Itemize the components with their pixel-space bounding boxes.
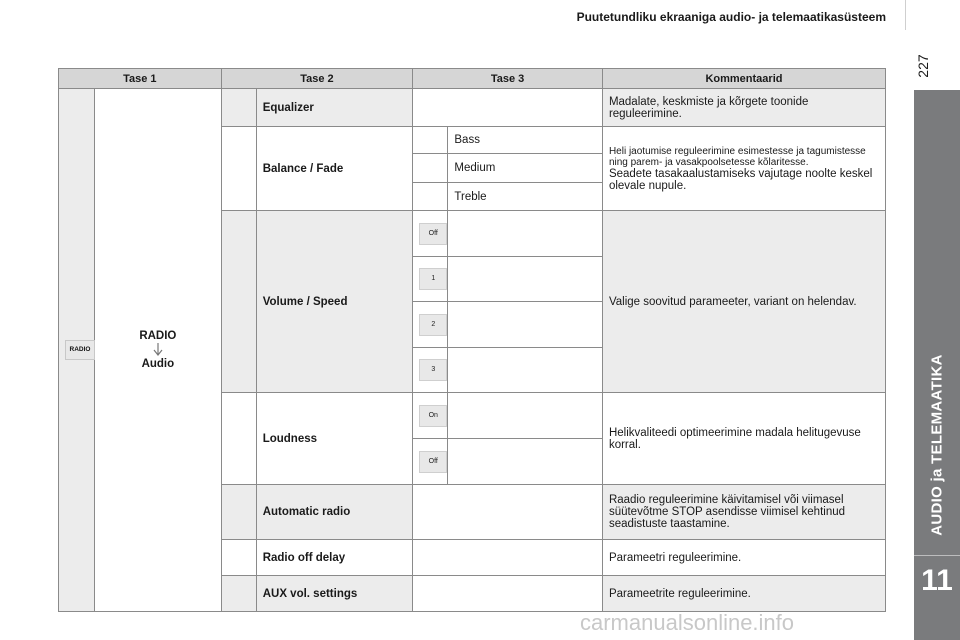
option-medium: Medium bbox=[448, 154, 603, 183]
automatic-radio-comment: Raadio reguleerimine käivitamisel või viimasel süütevõtme STOP asendisse viimisel kehtinud seadistuste taastamine. bbox=[602, 485, 885, 540]
option-3-icon: 3 bbox=[419, 359, 447, 381]
chapter-title: AUDIO ja TELEMAATIKA bbox=[928, 354, 946, 536]
running-head: Puutetundliku ekraaniga audio- ja telemaatikasüsteem bbox=[576, 10, 886, 24]
chapter-tab-divider bbox=[914, 555, 960, 556]
option-icon-cell bbox=[413, 127, 448, 154]
aux-settings-label: AUX vol. settings bbox=[256, 576, 413, 612]
icon-cell bbox=[221, 540, 256, 576]
icon-cell bbox=[221, 127, 256, 211]
option-icon-cell bbox=[413, 257, 448, 302]
option-off-icon: Off bbox=[419, 223, 447, 245]
option-1-icon: 1 bbox=[419, 268, 447, 290]
icon-cell bbox=[221, 211, 256, 393]
radio-audio-path bbox=[101, 330, 214, 370]
aux-settings-comment: Parameetrite reguleerimine. bbox=[602, 576, 885, 612]
balance-comment-small: Heli jaotumise reguleerimine esimestesse ja tagumistesse ning parem- ja vasakpoolsetesse kõlaritesse. bbox=[608, 145, 866, 168]
path-radio-label: RADIO bbox=[139, 330, 177, 342]
table-header-row bbox=[59, 69, 886, 89]
path-audio-label: Audio bbox=[141, 358, 175, 370]
balance-label: Balance / Fade bbox=[256, 127, 413, 211]
option-icon-cell bbox=[413, 154, 448, 183]
level2-cell bbox=[95, 89, 221, 612]
equalizer-options bbox=[413, 89, 603, 127]
radio-icon: RADIO bbox=[65, 340, 95, 360]
option-icon-cell bbox=[413, 348, 448, 393]
option-2-icon: 2 bbox=[419, 314, 447, 336]
volume-label: Volume / Speed bbox=[256, 211, 413, 393]
header-level-1: Tase 1 bbox=[59, 69, 222, 89]
option-icon-cell bbox=[413, 211, 448, 257]
volume-comment: Valige soovitud parameeter, variant on helendav. bbox=[602, 211, 885, 393]
header-divider bbox=[905, 0, 906, 30]
option-icon-cell bbox=[413, 393, 448, 439]
settings-table bbox=[58, 68, 886, 612]
automatic-radio-options bbox=[413, 485, 603, 540]
icon-cell bbox=[221, 393, 256, 485]
icon-cell bbox=[221, 576, 256, 612]
arrow-down-icon bbox=[152, 343, 164, 357]
balance-comment bbox=[602, 127, 885, 211]
loudness-label: Loudness bbox=[256, 393, 413, 485]
option-icon-cell bbox=[413, 439, 448, 485]
radio-off-delay-label: Radio off delay bbox=[256, 540, 413, 576]
option-icon-cell bbox=[413, 183, 448, 211]
page-number: 227 bbox=[915, 54, 931, 78]
option-bass: Bass bbox=[448, 127, 603, 154]
option-value bbox=[448, 302, 603, 348]
chapter-number: 11 bbox=[921, 564, 953, 597]
loudness-comment: Helikvaliteedi optimeerimine madala helitugevuse korral. bbox=[602, 393, 885, 485]
equalizer-label: Equalizer bbox=[256, 89, 413, 127]
aux-settings-options bbox=[413, 576, 603, 612]
balance-comment-main: Seadete tasakaalustamiseks vajutage noolte keskel olevale nupule. bbox=[608, 167, 873, 192]
header-comments: Kommentaarid bbox=[602, 69, 885, 89]
option-icon-cell bbox=[413, 302, 448, 348]
watermark: carmanualsonline.info bbox=[580, 610, 795, 635]
table-row bbox=[59, 89, 886, 127]
radio-off-delay-comment: Parameetri reguleerimine. bbox=[602, 540, 885, 576]
radio-off-delay-options bbox=[413, 540, 603, 576]
equalizer-comment: Madalate, keskmiste ja kõrgete toonide reguleerimine. bbox=[602, 89, 885, 127]
header-level-2: Tase 2 bbox=[221, 69, 413, 89]
automatic-radio-label: Automatic radio bbox=[256, 485, 413, 540]
level1-cell bbox=[59, 89, 95, 612]
option-on-icon: On bbox=[419, 405, 447, 427]
option-value bbox=[448, 348, 603, 393]
option-treble: Treble bbox=[448, 183, 603, 211]
option-off-icon: Off bbox=[419, 451, 447, 473]
icon-cell bbox=[221, 89, 256, 127]
option-value bbox=[448, 439, 603, 485]
header-level-3: Tase 3 bbox=[413, 69, 603, 89]
option-value bbox=[448, 393, 603, 439]
icon-cell bbox=[221, 485, 256, 540]
option-value bbox=[448, 211, 603, 257]
option-value bbox=[448, 257, 603, 302]
